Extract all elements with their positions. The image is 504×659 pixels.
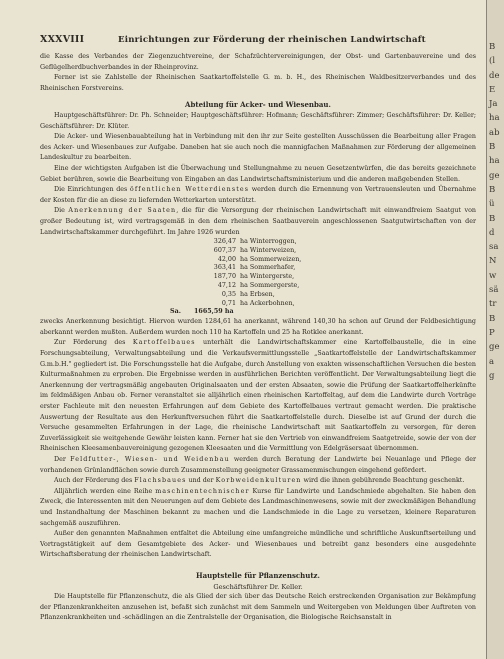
paragraph-wetterdienst bbox=[40, 185, 476, 206]
unit: ha bbox=[240, 273, 248, 281]
section-heading-pflanzenschutz: Hauptstelle für Pflanzenschutz. bbox=[196, 570, 320, 580]
area-value: 326,47 bbox=[213, 238, 236, 246]
margin-fragment: B bbox=[489, 213, 496, 224]
page-body bbox=[40, 52, 476, 624]
margin-fragment: a bbox=[489, 356, 495, 367]
table-row bbox=[200, 273, 476, 282]
margin-fragment: ab bbox=[489, 127, 500, 138]
crop: Winterweizen, bbox=[249, 246, 297, 254]
crop: Ackerbohnen, bbox=[249, 299, 295, 307]
table-row bbox=[200, 291, 476, 300]
margin-fragment: tr bbox=[489, 299, 497, 310]
area-value: 42,00 bbox=[217, 255, 236, 263]
unit: ha bbox=[240, 282, 248, 290]
acreage-table bbox=[170, 238, 476, 317]
unit: ha bbox=[240, 299, 248, 307]
text-run: Zur Förderung des bbox=[54, 339, 126, 347]
crop: Wintergerste, bbox=[249, 273, 295, 281]
section-heading-acker-wiesenbau: Abteilung für Acker- und Wiesenbau. bbox=[185, 100, 331, 110]
paragraph: Die Acker- und Wiesenbauabteilung hat in Verbindung mit den ihr zur Seite gestellten Ausschüssen die Bearbeitung aller Fragen des Acker- und Wiesenbaues zur Aufgabe. Daneben hat sie auch noch die mannigfachen Maßnahmen zur Förderung der allgemeinen Landeskultur zu bearbeiten. bbox=[40, 133, 476, 162]
text-run: Alljährlich werden eine Reihe bbox=[54, 487, 153, 495]
margin-fragment: g bbox=[489, 370, 495, 381]
table-row bbox=[200, 264, 476, 273]
text-run: Kurse für Landwirte und Landschmiede abgehalten. Sie haben den Zweck, die Interessenten mit den Neuerungen auf dem Gebiete des Landmaschinenwesens, sowie mit der zweckmäßigen Behandlung und Instandhaltung der Maschinen bekannt zu machen und die Landschmiede in die Lage zu versetzen, kleinere Reparaturen sachgemäß auszuführen. bbox=[40, 487, 476, 527]
text-run: und der bbox=[188, 477, 214, 485]
margin-fragment: B bbox=[489, 184, 496, 195]
margin-fragment: de bbox=[489, 70, 500, 81]
paragraph-feldfutter bbox=[40, 455, 476, 476]
area-value: 607,37 bbox=[213, 246, 236, 254]
table-row bbox=[200, 238, 476, 247]
paragraph-saaten bbox=[40, 206, 476, 238]
paragraph: Außer den genannten Maßnahmen entfaltet die Abteilung eine umfangreiche mündliche und schriftliche Auskunftserteilung und Vortragstätigkeit auf dem Gesamtgebiete des Acker- und Wiesenbaues und betreibt ganz besonders eine ausgedehnte Wirtschaftsberatung der rheinischen Landwirtschaft. bbox=[40, 530, 476, 559]
margin-fragment: N bbox=[489, 256, 497, 267]
margin-fragment: d bbox=[489, 227, 495, 238]
table-row bbox=[200, 300, 476, 309]
area-value: 187,70 bbox=[213, 273, 236, 281]
margin-fragment: ha bbox=[489, 156, 500, 167]
paragraph: zwecks Anerkennung besichtigt. Hiervon wurden 1284,61 ha anerkannt, während 140,30 ha schon auf Grund der Feldbesichtigung aberkannt werden mußten. Außerdem wurden noch 110 ha Kartoffeln und 25 ha Rotklee anerkannt. bbox=[40, 318, 476, 336]
crop: Sommerweizen, bbox=[249, 255, 302, 263]
total-value: 1665,59 ha bbox=[194, 308, 234, 316]
area-value: 363,41 bbox=[213, 264, 236, 272]
margin-fragment: ha bbox=[489, 113, 500, 124]
emphasis: Anerkennung der Saaten bbox=[68, 207, 177, 215]
paragraph: Die Hauptstelle für Pflanzenschutz, die als Glied der sich über das Deutsche Reich erstreckenden Organisation zur Bekämpfung der Pflanzenkrankheiten anzusehen ist, befaßt sich zunächst mit dem Sammeln und Weitergeben von Meldungen über Auftreten von Pflanzenkrankheiten und -schädlingen an die Zentralstelle der Organisation, die Biologische Reichsanstalt in bbox=[40, 593, 476, 622]
emphasis: Feldfutter-, Wiesen- und Weidenbau bbox=[70, 455, 230, 463]
intro-paragraph-1: die Kasse des Verbandes der Ziegenzuchtvereine, der Schafzüchtervereinigungen, der Obst- und Gartenbauvereine und des Geflügelherdbuchverbandes in der Rheinprovinz. bbox=[40, 53, 476, 71]
section-managers: Hauptgeschäftsführer: Dr. Ph. Schneider; Hauptgeschäftsführer: Hofmann; Geschäftsführer: Zimmer; Geschäftsführer: Dr. Keller; Geschäftsführer: Dr. Klüter. bbox=[40, 111, 476, 130]
text-run: werden durch Beratung der Landwirte bei Neuanlage und Pflege der vorhandenen Grünlandflächen sowie durch Zusammenstellung geeigneter Grassamenmischungen eingehend gefördert. bbox=[40, 455, 476, 474]
emphasis: Kartoffelbaues bbox=[132, 339, 196, 347]
text-run: werden durch die Ernennung von Vertrauensleuten und Übernahme der Kosten für die an diese zu liefernden Wetterkarten unterstützt. bbox=[40, 186, 476, 204]
emphasis: maschinentechnischer bbox=[155, 487, 250, 495]
margin-fragment: sä bbox=[489, 285, 499, 296]
margin-fragment: sa bbox=[489, 242, 499, 253]
text-run: wird die ihnen gebührende Beachtung geschenkt. bbox=[303, 477, 465, 485]
text-run: Der bbox=[54, 455, 66, 463]
area-value: 47,12 bbox=[217, 282, 236, 290]
emphasis: Korbweidenkulturen bbox=[215, 477, 302, 485]
unit: ha bbox=[240, 290, 248, 298]
emphasis: Flachsbaues bbox=[134, 477, 187, 485]
text-run: Die Einrichtungen des bbox=[54, 186, 128, 194]
paragraph-kartoffelbau bbox=[40, 338, 476, 455]
margin-fragment: Ja bbox=[489, 99, 498, 110]
margin-fragment: ge bbox=[489, 170, 500, 181]
paragraph-flachs bbox=[40, 476, 476, 487]
area-value: 0,35 bbox=[221, 290, 236, 298]
table-row bbox=[200, 247, 476, 256]
text-run: Die bbox=[54, 207, 65, 215]
running-title: Einrichtungen zur Förderung der rheinischen Landwirtschaft bbox=[118, 35, 426, 45]
text-run: Auch der Förderung des bbox=[54, 477, 133, 485]
emphasis: öffentlichen Wetterdienstes bbox=[129, 186, 250, 194]
margin-fragment: B bbox=[489, 142, 496, 153]
adjacent-page-edge bbox=[486, 0, 504, 659]
text-run: , die für die Versorgung der rheinischen Landwirtschaft mit einwandfreiem Saatgut von großer Bedeutung ist, wird vertragsgemäß in den dem rheinischen Saatbauverein angeschlossenen Saatgutwirtschaften von der Landwirtschaftskammer durchgeführt. Im Jahre 1926 wurden bbox=[40, 207, 476, 236]
margin-fragment: ge bbox=[489, 342, 500, 353]
text-run: unterhält die Landwirtschaftskammer eine Kartoffelbaustelle, die in eine Forschungsabteilung, Verwaltungsabteilung und die Verkaufsvermittlungsstelle „Saatkartoffelstelle der Landwirtschaftskammer G.m.b.H." gegliedert ist. Die Forschungsstelle hat die Aufgabe, durch Anstellung von exakten wissenschaftlichen Versuchen die besten Kulturmaßnahmen zu erproben. Die Ergebnisse werden in ausführlichen Berichten veröffentlicht. Der Verwaltungsabteilung liegt die Anerkennung der vertragsmäßig angebauten Originalsaaten und der ersten Absaaten, sowie die Prüfung der Saatkartoffelherkünfte im feldmäßigen Anbau ob. Ferner veranstaltet sie alljährlich einen rheinischen Kartoffeltag, auf dem die Landwirte durch Vorträge erster Fachleute mit den neuesten Erfahrungen auf dem Gebiete des Kartoffelbaues vertraut gemacht werden. Die praktische Auswertung der Resultate aus den Herkunftversuchen führt die Saatkartoffelstelle durch. Dieselbe ist auf Grund der durch die Versuche gesammelten Erfahrungen in der Lage, die rheinische Landwirtschaft mit Saatkartoffeln zu versorgen, für deren Zuverlässigkeit sie weitgehende Gewähr leisten kann. Ferner hat sie den Vertrieb von einwandfreiem Saatgetreide, sowie der von der Rheinischen Kleesamenbauvereinigung gezogenen Kleesaaten und die Vermittlung von Edelgräsersaat übernommen. bbox=[40, 339, 476, 453]
unit: ha bbox=[240, 246, 248, 254]
margin-fragment: (l bbox=[489, 56, 496, 67]
page-number: XXXVIII bbox=[40, 34, 85, 45]
total-label: Sa. bbox=[170, 308, 181, 316]
area-value: 0,71 bbox=[221, 299, 236, 307]
paragraph-maschinen bbox=[40, 487, 476, 529]
margin-fragment: ü bbox=[489, 199, 495, 210]
crop: Sommerhafer, bbox=[249, 264, 296, 272]
unit: ha bbox=[240, 264, 248, 272]
crop: Winterroggen, bbox=[249, 238, 297, 246]
table-total-row bbox=[170, 308, 476, 317]
crop: Erbsen, bbox=[249, 290, 275, 298]
margin-fragment: P bbox=[489, 327, 495, 338]
unit: ha bbox=[240, 255, 248, 263]
adjacent-page-fragments bbox=[489, 40, 500, 383]
margin-fragment: E bbox=[489, 84, 496, 95]
crop: Sommergerste, bbox=[249, 282, 300, 290]
unit: ha bbox=[240, 238, 248, 246]
table-row bbox=[200, 282, 476, 291]
margin-fragment: w bbox=[489, 270, 497, 281]
margin-fragment: B bbox=[489, 313, 496, 324]
section-manager: Geschäftsführer Dr. Keller. bbox=[213, 582, 303, 591]
paragraph: Eine der wichtigsten Aufgaben ist die Überwachung und Stellungnahme zu neuen Gesetzentwürfen, die das bereits gezeichnete Gebiet berühren, sowie die Bearbeitung von Eingaben an das Landwirtschaftsministerium und die anderen maßgebenden Stellen. bbox=[40, 164, 476, 183]
intro-paragraph-2: Ferner ist sie Zahlstelle der Rheinischen Saatkartoffelstelle G. m. b. H., des Rheinischen Waldbesitzerverbandes und des Rheinischen Forstvereins. bbox=[40, 74, 476, 92]
margin-fragment: B bbox=[489, 42, 496, 52]
